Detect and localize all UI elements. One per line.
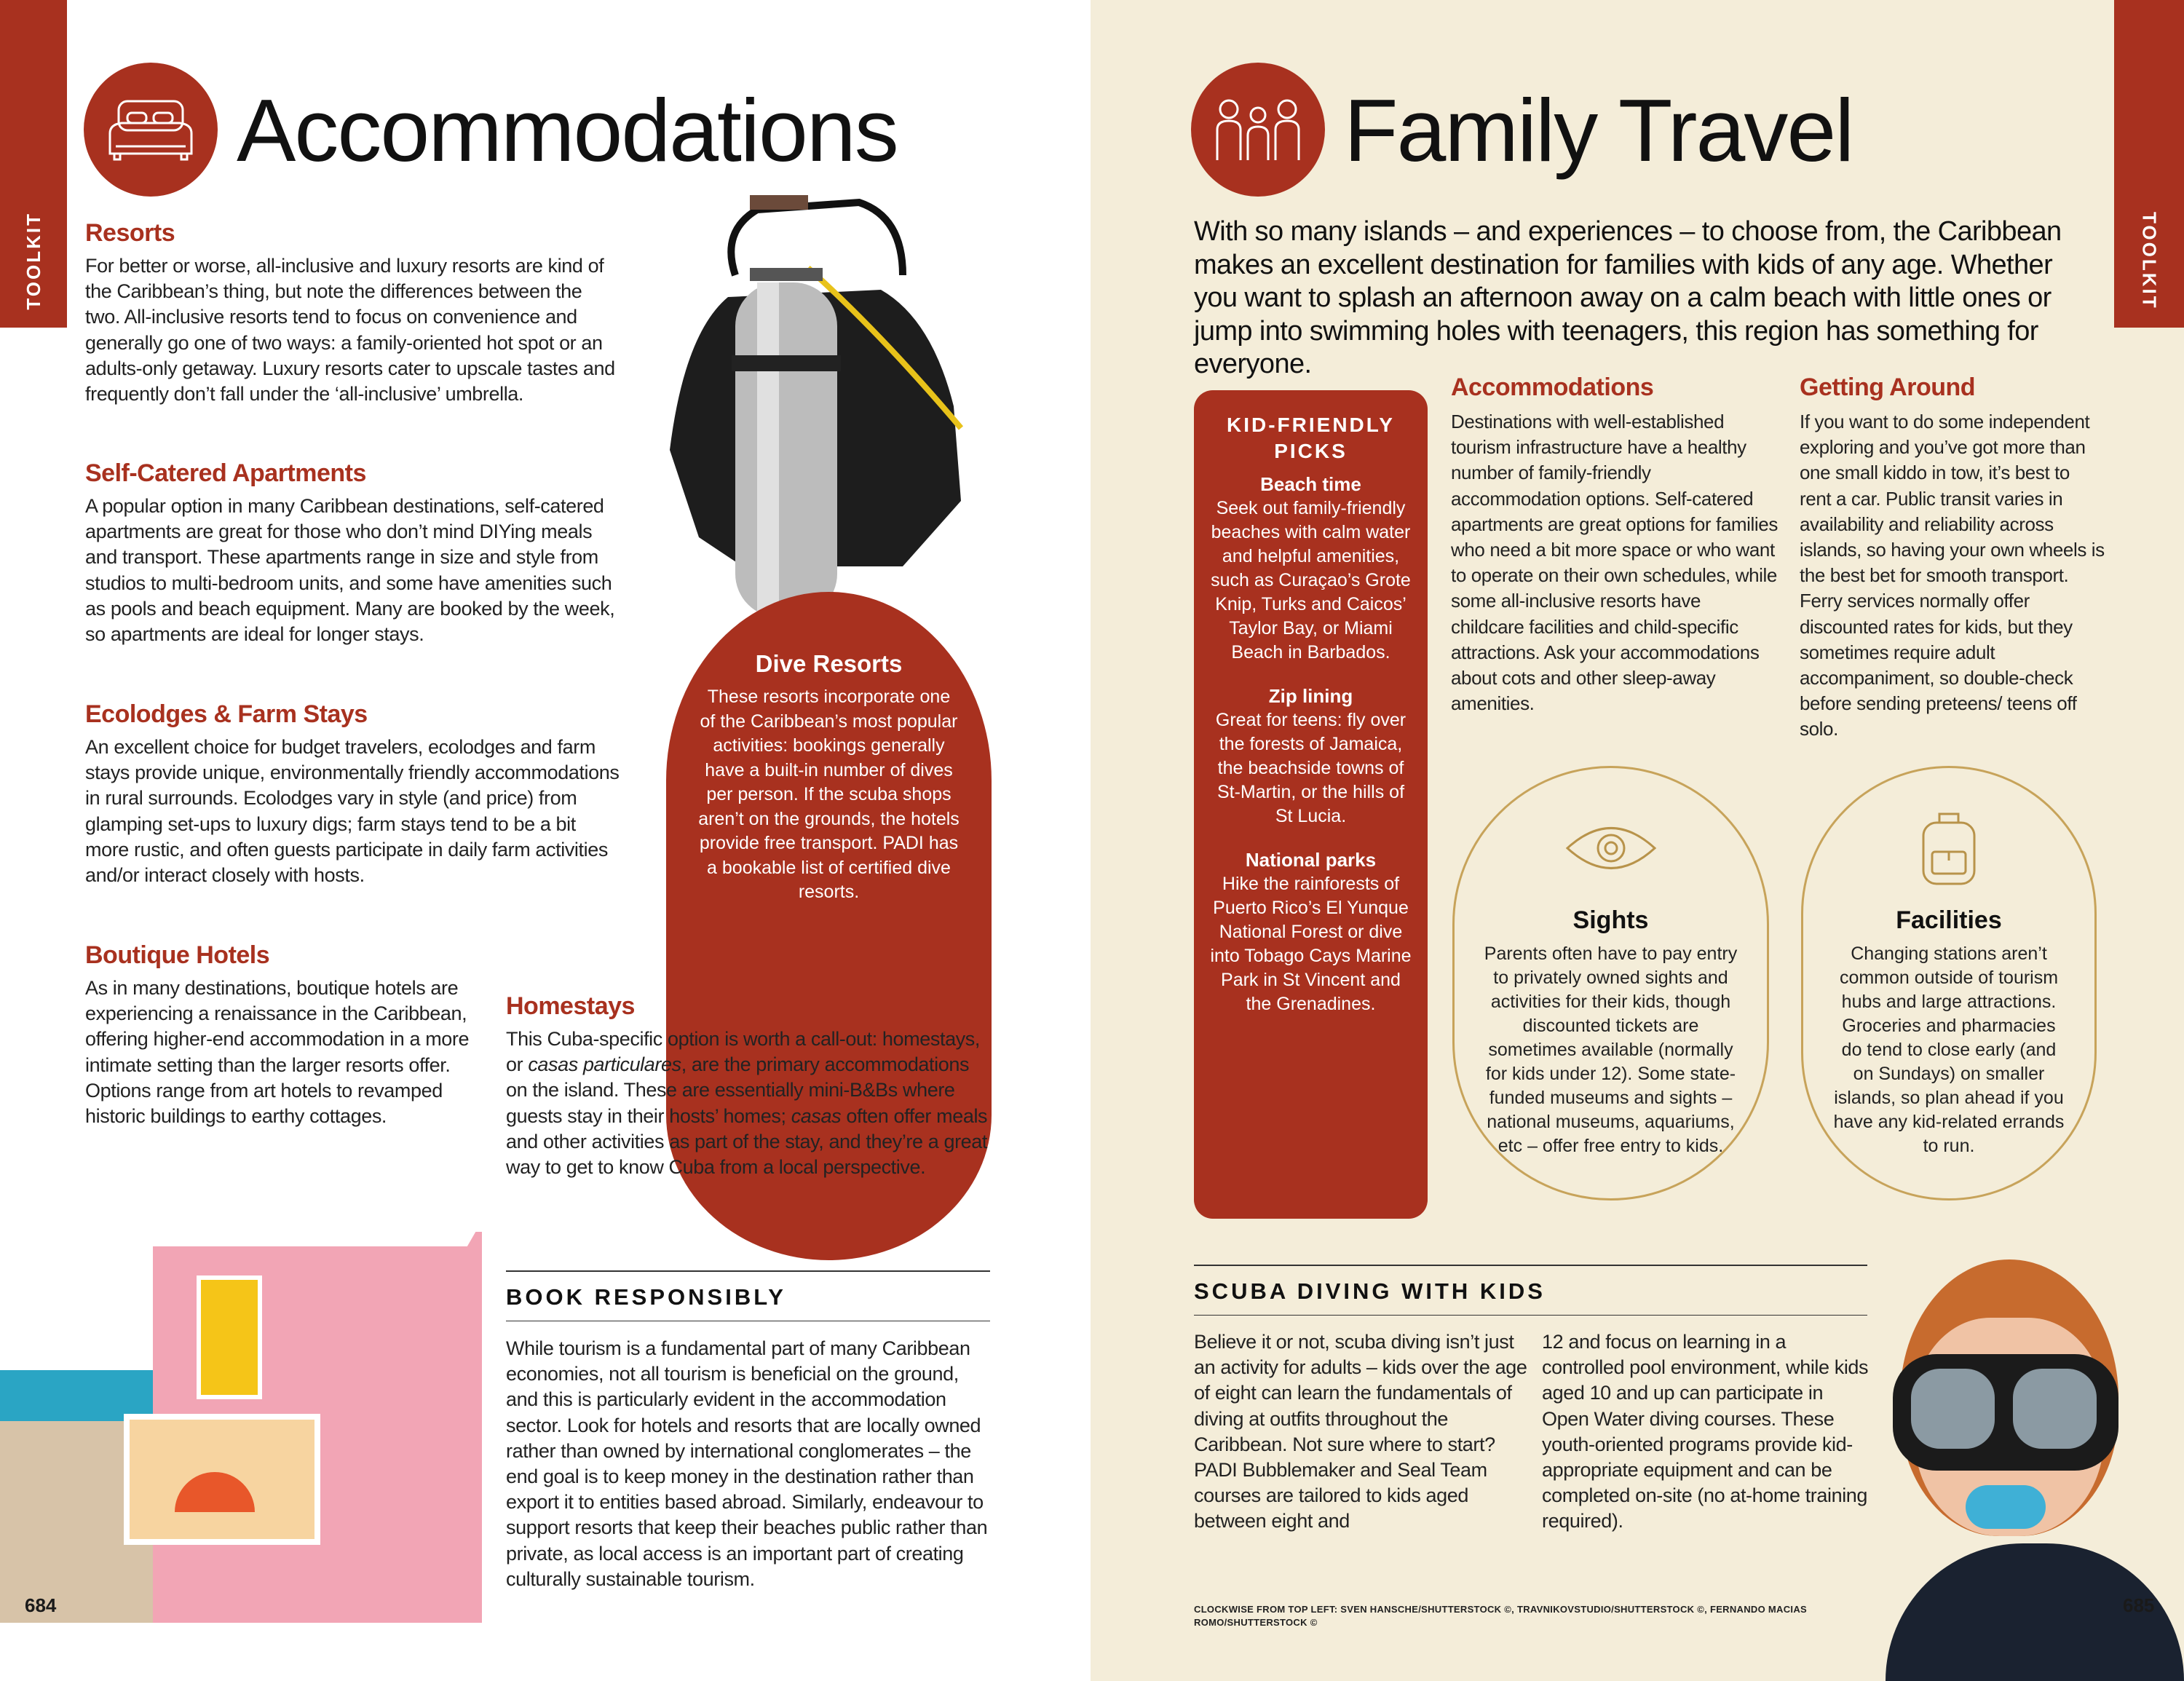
dive-resorts-body: These resorts incorporate one of the Caribbean’s most popular activities: bookings generally have a built-in number of dives per person. If the scuba shops aren’t on the grounds, the hotels provide free transport. PADI has a bookable list of certified dive resorts.	[698, 687, 960, 902]
kid-pick-title: Beach time	[1260, 473, 1361, 495]
kid-pick-body: Great for teens: fly over the forests of Jamaica, the beachside towns of St-Martin, or the hills of St Lucia.	[1215, 710, 1406, 826]
section-heading: Boutique Hotels	[85, 941, 270, 969]
body-italic: casas	[791, 1104, 842, 1127]
sights-oval	[1452, 766, 1769, 1201]
section-body: If you want to do some independent exploring and you’ve got more than one small kiddo in tow, it’s best to rent a car. Public transit varies in availability and reliability across islands, so having your own wheels is the best bet for smooth transport. Ferry services normally offer discounted rates for kids, but they sometimes require adult accompaniment, so double-check before sending preteens/ teens off solo.	[1800, 411, 2105, 740]
backpack-icon	[1831, 808, 2067, 906]
facilities-heading: Facilities	[1896, 906, 2002, 934]
scuba-body-col1: Believe it or not, scuba diving isn’t just an activity for adults – kids over the age of eight can learn the fundamentals of diving at outfits throughout the Caribbean. Not sure where to start? PADI Bubblemaker and Seal Team courses are tailored to kids aged between eight and	[1194, 1331, 1527, 1532]
scuba-body-col2: 12 and focus on learning in a controlled pool environment, while kids aged 10 and up can participate in Open Water diving courses. These youth-oriented programs provide kid-appropriate equipment and can be completed on-site (no at-home training required).	[1542, 1331, 1869, 1532]
page-number-left: 684	[25, 1594, 57, 1616]
photo-credits: CLOCKWISE FROM TOP LEFT: SVEN HANSCHE/SHUTTERSTOCK ©, TRAVNIKOVSTUDIO/SHUTTERSTOCK ©, FERNANDO MACIAS ROMO/SHUTTERSTOCK ©	[1194, 1604, 1808, 1628]
scuba-heading: SCUBA DIVING WITH KIDS	[1194, 1278, 1546, 1304]
book-responsibly-body: While tourism is a fundamental part of many Caribbean economies, not all tourism is beneficial on the ground, and this is particularly evident in the accommodation sector. Look for hotels and resorts that are locally owned rather than owned by international conglomerates – the end goal is to keep money in the destination rather than export it to entities based abroad. Similarly, endeavour to support resorts that keep their beaches public rather than private, as local access is an important part of creating culturally sustainable tourism.	[506, 1337, 988, 1590]
section-self-catered	[85, 459, 620, 647]
page-title: Family Travel	[1344, 81, 1853, 180]
kid-friendly-picks-box	[1194, 390, 1428, 1219]
section-heading: Accommodations	[1451, 373, 1654, 401]
page-number-right: 685	[2123, 1594, 2155, 1616]
section-getting-around	[1800, 373, 2105, 743]
dive-resorts-heading: Dive Resorts	[755, 650, 903, 677]
body-italic: casas particulares	[528, 1053, 681, 1076]
section-heading: Getting Around	[1800, 373, 1976, 401]
intro-text: With so many islands – and experiences – to choose from, the Caribbean makes an excellent destination for families with kids of any age. Whether you want to splash an afternoon away on a calm beach with little ones or jump into swimming holes with teenagers, this region has something for everyone.	[1194, 216, 2062, 379]
sights-body: Parents often have to pay entry to privately owned sights and activities for their kids, though discounted tickets are sometimes available (normally for kids under 12). Some state-funded museums and sights – national museums, aquariums, etc – offer free entry to kids.	[1484, 944, 1738, 1156]
family-icon	[1191, 63, 1325, 197]
kid-pick-title: Zip lining	[1268, 685, 1353, 707]
body-text: This Cuba-specific option is worth a call-out: homestays, or	[506, 1028, 980, 1076]
body-text: , are the primary accommodations on the island. These are essentially mini-B&Bs where guests stay in their hosts’ homes;	[506, 1053, 970, 1127]
divider	[506, 1270, 990, 1272]
section-body: Destinations with well-established tourism infrastructure have a healthy number of family-friendly accommodation options. Self-catered apartments are great options for families who need a bit more space or who want to operate on their own schedules, while some all-inclusive resorts have childcare facilities and child-specific attractions. Ask your accommodations about cots and other sleep-away amenities.	[1451, 411, 1778, 715]
tab-label: TOOLKIT	[22, 212, 44, 310]
section-body: As in many destinations, boutique hotels are experiencing a renaissance in the Caribbean, offering higher-end accommodation in a more intimate setting than the larger resorts offer. Options range from art hotels to revamped historic buildings to earthy cottages.	[85, 977, 470, 1128]
book-responsibly-heading: BOOK RESPONSIBLY	[506, 1284, 786, 1310]
kid-pick-body: Hike the rainforests of Puerto Rico’s El Yunque National Forest or dive into Tobago Cays Marine Park in St Vincent and the Grenadines.	[1210, 874, 1412, 1014]
pink-house-photo	[0, 1174, 482, 1623]
section-heading: Ecolodges & Farm Stays	[85, 700, 368, 728]
section-heading: Resorts	[85, 219, 175, 247]
kid-pick-title: National parks	[1245, 849, 1377, 871]
divider	[1194, 1265, 1867, 1266]
body-text: often offer meals and other activities as part of the stay, and they’re a great way to get to know Cuba from a local perspective.	[506, 1104, 988, 1179]
facilities-oval	[1801, 766, 2097, 1201]
section-body: An excellent choice for budget travelers, ecolodges and farm stays provide unique, environmentally friendly accommodations in rural surrounds. Ecolodges vary in style (and price) from glamping set-ups to luxury digs; farm stays tend to be a bit more rustic, and often guests participate in daily farm activities and/or interact closely with hosts.	[85, 736, 620, 887]
section-family-accommodations	[1451, 373, 1779, 716]
section-heading: Self-Catered Apartments	[85, 459, 366, 487]
sights-heading: Sights	[1572, 906, 1649, 934]
section-resorts	[85, 218, 620, 407]
scuba-tank-photo	[641, 188, 996, 617]
bed-icon	[84, 63, 218, 197]
section-boutique	[85, 941, 478, 1129]
section-ecolodges	[85, 700, 620, 888]
kid-picks-heading: KID-FRIENDLY PICKS	[1227, 414, 1395, 462]
facilities-body: Changing stations aren’t common outside of tourism hubs and large attractions. Groceries and pharmacies do tend to close early (and on Sundays) on smaller islands, so plan ahead if you have any kid-related errands to run.	[1833, 944, 2065, 1156]
section-body: A popular option in many Caribbean destinations, self-catered apartments are great for those who don’t mind DIYing meals and transport. These apartments range in size and style from studios to multi-bedroom units, and some have amenities such as pools and beach equipment. Many are booked by the week, so apartments are ideal for longer stays.	[85, 495, 615, 646]
divider	[1194, 1315, 1867, 1316]
eye-icon	[1482, 819, 1739, 906]
kid-pick-body: Seek out family-friendly beaches with calm water and helpful amenities, such as Curaçao’s Grote Knip, Turks and Caicos’ Taylor Bay, or Miami Beach in Barbados.	[1211, 498, 1411, 662]
section-heading: Homestays	[506, 992, 635, 1020]
toolkit-tab-right	[2114, 0, 2184, 328]
page-title: Accommodations	[237, 81, 898, 180]
section-body	[506, 1027, 994, 1180]
section-body: For better or worse, all-inclusive and luxury resorts are kind of the Caribbean’s thing, but note the differences between the two. All-inclusive resorts tend to focus on convenience and generally go one of two ways: a family-oriented hot spot or an adults-only getaway. Luxury resorts cater to upscale tastes and frequently don’t fall under the ‘all-inclusive’ umbrella.	[85, 255, 615, 406]
section-homestays	[506, 992, 994, 1180]
toolkit-tab-left	[0, 0, 67, 328]
tab-label: TOOLKIT	[2138, 212, 2161, 310]
